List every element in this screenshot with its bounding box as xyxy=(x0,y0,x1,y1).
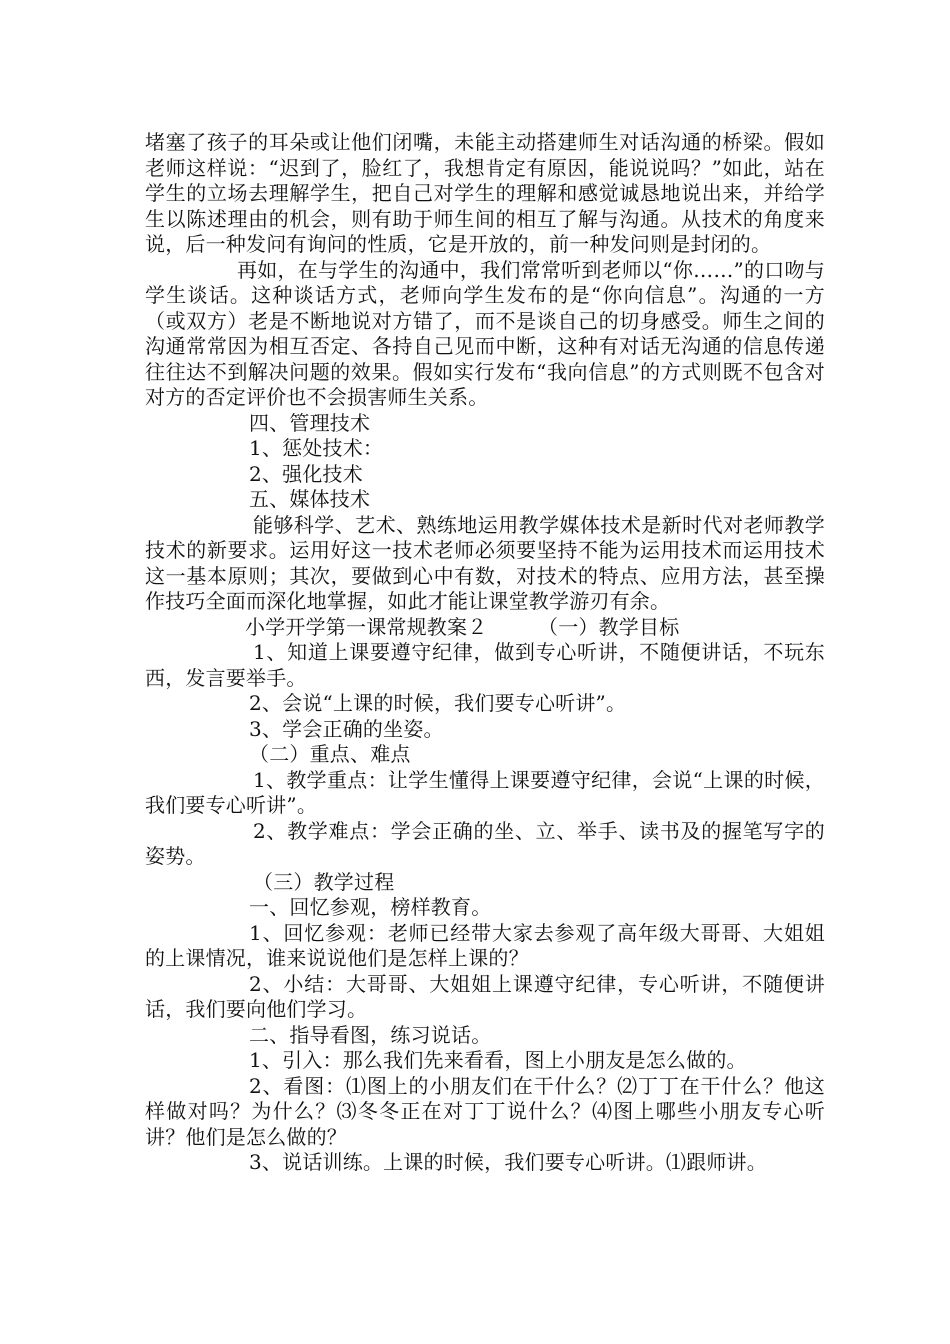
objective-1: 1、知道上课要遵守纪律，做到专心听讲，不随便讲话，不玩东西，发言要举手。 xyxy=(145,640,825,690)
key-point-1: 1、教学重点：让学生懂得上课要遵守纪律，会说“上课的时候，我们要专心听讲”。 xyxy=(145,767,825,817)
document-page xyxy=(145,130,825,1176)
objective-2: 2、会说“上课的时候，我们要专心听讲”。 xyxy=(249,691,627,715)
item-reinforcement-technique: 2、强化技术 xyxy=(249,461,363,486)
heading-media-technique: 五、媒体技术 xyxy=(249,487,371,511)
process-step-1-2: 2、小结：大哥哥、大姐姐上课遵守纪律，专心听讲，不随便讲话，我们要向他们学习。 xyxy=(145,971,825,1021)
objective-3: 3、学会正确的坐姿。 xyxy=(249,716,444,741)
process-step-2: 二、指导看图，练习说话。 xyxy=(249,1022,492,1047)
process-step-2-2: 2、看图：⑴图上的小朋友们在干什么？⑵丁丁在干什么？他这样做对吗？为什么？⑶冬冬正在对丁丁说什么？⑷图上哪些小朋友专心听讲？他们是怎么做的？ xyxy=(145,1073,825,1149)
lesson-plan-title: 小学开学第一课常规教案２ （一）教学目标 xyxy=(245,614,680,639)
heading-management-technique: 四、管理技术 xyxy=(249,410,371,435)
heading-teaching-process: （三）教学过程 xyxy=(253,869,395,894)
paragraph-communication-question: 堵塞了孩子的耳朵或让他们闭嘴，未能主动搭建师生对话沟通的桥梁。假如老师这样说：“迟到了，脸红了，我想肯定有原因，能说说吗？”如此，站在学生的立场去理解学生，把自己对学生的理解和感觉诚恳地说出来，并给学生以陈述理由的机会，则有助于师生间的相互了解与沟通。从技术的角度来说，后一种发问有询问的性质，它是开放的，前一种发问则是封闭的。 xyxy=(145,130,825,256)
heading-key-points: （二）重点、难点 xyxy=(249,742,411,766)
process-step-2-1: 1、引入：那么我们先来看看，图上小朋友是怎么做的。 xyxy=(249,1048,747,1072)
paragraph-media-technique: 能够科学、艺术、熟练地运用教学媒体技术是新时代对老师教学技术的新要求。运用好这一技术老师必须要坚持不能为运用技术而运用技术这一基本原则；其次，要做到心中有数，对技术的特点、应用方法，甚至操作技巧全面而深化地掌握，如此才能让课堂教学游刃有余。 xyxy=(145,512,825,613)
process-step-2-3: 3、说话训练。上课的时候，我们要专心听讲。⑴跟师讲。 xyxy=(249,1150,767,1174)
key-point-2: 2、教学难点：学会正确的坐、立、举手、读书及的握笔写字的姿势。 xyxy=(145,818,825,868)
paragraph-you-message: 再如，在与学生的沟通中，我们常常听到老师以“你……”的口吻与学生谈话。这种谈话方式，老师向学生发布的是“你向信息”。沟通的一方（或双方）老是不断地说对方错了，而不是谈自己的切身感受。师生之间的沟通常常因为相互否定、各持自己见而中断，这种有对话无沟通的信息传递往往达不到解决问题的效果。假如实行发布“我向信息”的方式则既不包含对对方的否定评价也不会损害师生关系。 xyxy=(145,257,825,409)
process-step-1-1: 1、回忆参观：老师已经带大家去参观了高年级大哥哥、大姐姐的上课情况，谁来说说他们是怎样上课的？ xyxy=(145,920,825,970)
item-punishment-technique: 1、惩处技术： xyxy=(249,436,384,460)
process-step-1: 一、回忆参观，榜样教育。 xyxy=(249,895,492,919)
